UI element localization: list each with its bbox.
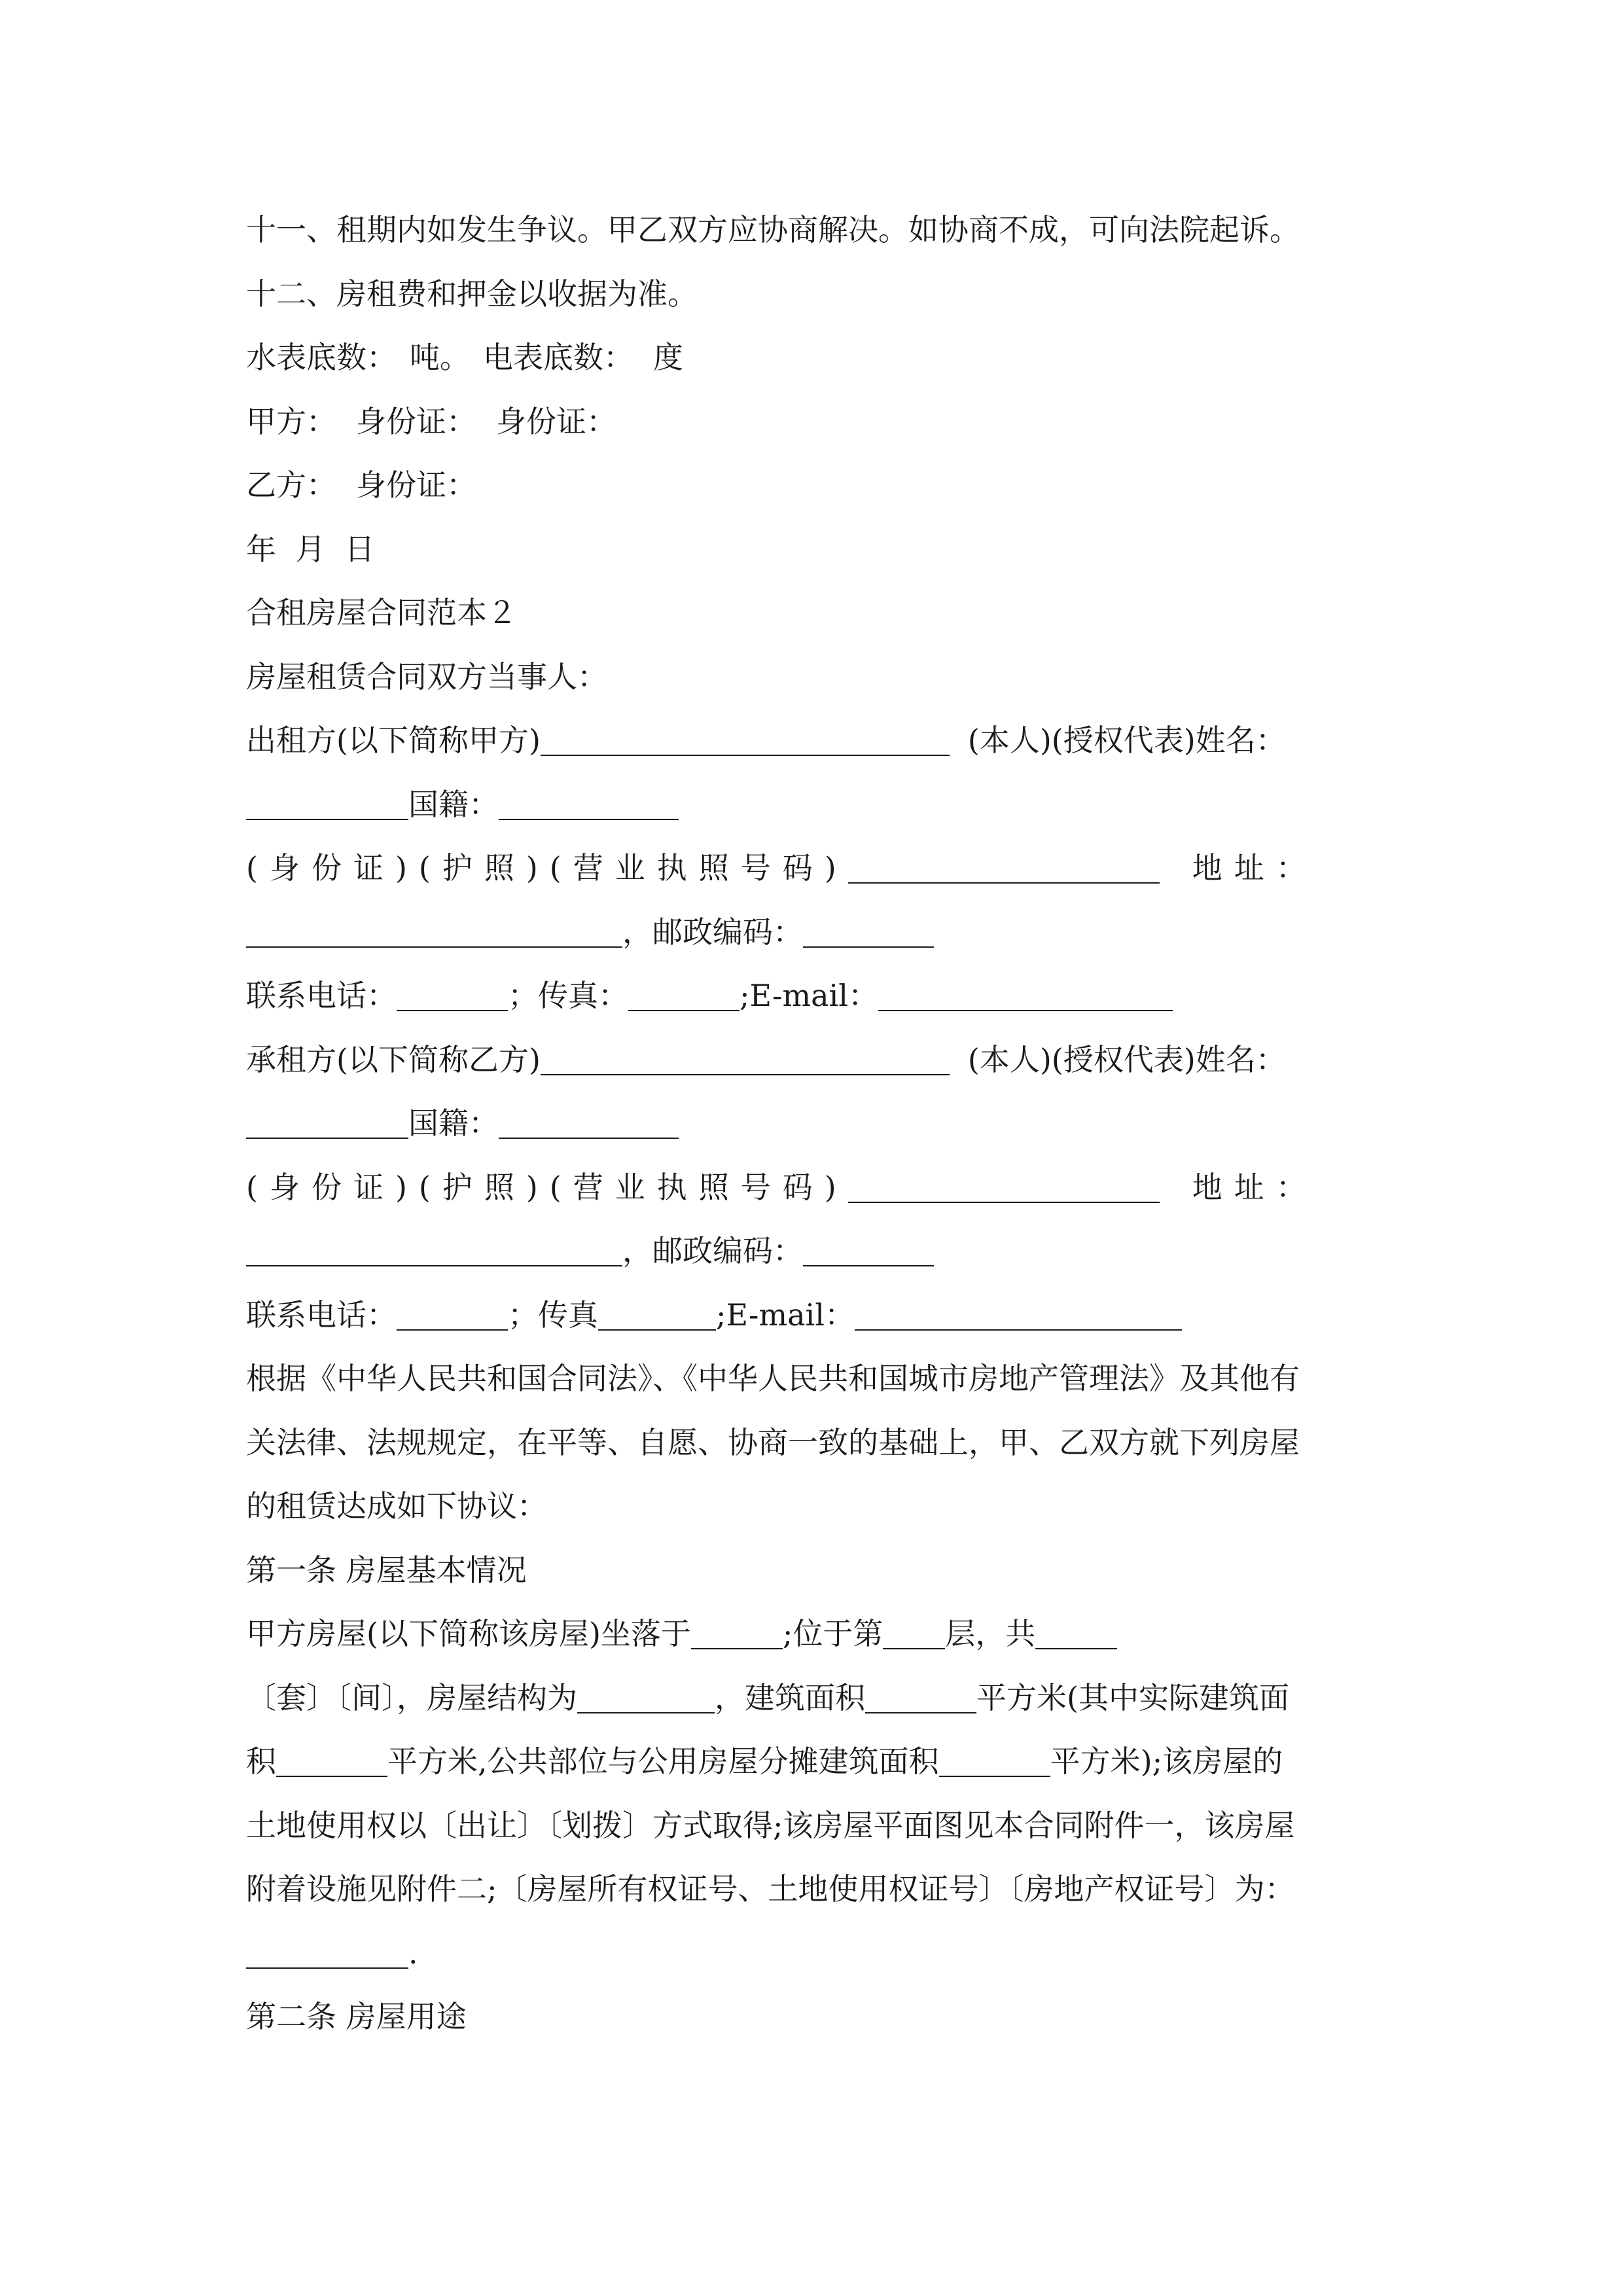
lessor-email-blank[interactable] bbox=[878, 980, 1173, 1011]
article-1-line-6 bbox=[246, 1922, 1398, 1986]
lessor-label: 出租方(以下简称甲方) bbox=[246, 723, 541, 758]
party-b-label: 乙方： bbox=[246, 467, 336, 503]
lessee-fax-blank[interactable] bbox=[598, 1299, 716, 1331]
lessor-rep-name-label: (本人)(授权代表)姓名： bbox=[967, 723, 1286, 758]
lessor-fax-label: ；传真： bbox=[508, 978, 628, 1013]
total-floors-label: 层，共 bbox=[945, 1616, 1036, 1651]
lessee-id-line bbox=[246, 1156, 1398, 1220]
area-prefix: 积 bbox=[246, 1744, 276, 1779]
property-location-label: 甲方房屋(以下简称该房屋)坐落于 bbox=[246, 1616, 691, 1651]
lessee-line bbox=[246, 1028, 1398, 1092]
lessor-id-line bbox=[246, 836, 1398, 901]
article-1-line-1 bbox=[246, 1602, 1398, 1666]
article-1-line-4: 土地使用权以〔出让〕〔划拨〕方式取得;该房屋平面图见本合同附件一，该房屋 bbox=[246, 1807, 1295, 1843]
party-b-id-label: 身份证： bbox=[356, 467, 476, 503]
shared-area-unit: 平方米);该房屋的 bbox=[1050, 1744, 1283, 1779]
lessor-name-blank[interactable] bbox=[541, 725, 950, 756]
lessor-rep-name-blank[interactable] bbox=[246, 789, 408, 820]
lessee-phone-label: 联系电话： bbox=[246, 1297, 397, 1333]
lessor-phone-label: 联系电话： bbox=[246, 978, 397, 1013]
article-1-line-3 bbox=[246, 1730, 1398, 1794]
date-line: 年 月 日 bbox=[246, 531, 375, 567]
actual-area-blank[interactable] bbox=[276, 1746, 387, 1777]
clause-12: 十二、房租费和押金以收据为准。 bbox=[246, 276, 698, 312]
floor-label: ;位于第 bbox=[782, 1616, 883, 1651]
shared-area-label: 平方米,公共部位与公用房屋分摊建筑面积 bbox=[387, 1744, 939, 1779]
lessee-nationality-line bbox=[246, 1092, 1398, 1156]
article-1-line-2 bbox=[246, 1666, 1398, 1731]
electric-meter-label: 电表底数： bbox=[483, 340, 633, 375]
parties-intro: 房屋租赁合同双方当事人： bbox=[246, 658, 607, 694]
period: . bbox=[408, 1935, 418, 1971]
lessee-nationality-blank[interactable] bbox=[499, 1107, 679, 1139]
lessor-email-label: ;E-mail： bbox=[740, 978, 878, 1013]
lessor-id-types-label: (身份证)(护照)(营业执照号码) bbox=[246, 850, 848, 886]
lessor-postcode-blank[interactable] bbox=[803, 916, 934, 948]
lessor-postcode-label: ，邮政编码： bbox=[622, 914, 803, 950]
lessee-rep-name-blank[interactable] bbox=[246, 1107, 408, 1139]
lessee-id-blank[interactable] bbox=[848, 1172, 1160, 1203]
lessor-nationality-blank[interactable] bbox=[499, 789, 679, 820]
floor-blank[interactable] bbox=[883, 1618, 945, 1649]
lessee-address-label: 地址： bbox=[1192, 1169, 1318, 1205]
building-area-label: ，建筑面积 bbox=[715, 1679, 865, 1715]
lessee-email-blank[interactable] bbox=[855, 1299, 1182, 1331]
legal-basis-line-2: 关法律、法规规定，在平等、自愿、协商一致的基础上，甲、乙双方就下列房屋 bbox=[246, 1424, 1300, 1460]
lessor-id-blank[interactable] bbox=[848, 852, 1160, 884]
lessee-email-label: ;E-mail： bbox=[716, 1297, 855, 1333]
lessor-address-blank[interactable] bbox=[246, 916, 622, 948]
lessor-nationality-label: 国籍： bbox=[408, 786, 499, 822]
water-meter-label: 水表底数： bbox=[246, 340, 397, 375]
lessor-nationality-line bbox=[246, 773, 1398, 837]
lessor-contact-line bbox=[246, 964, 1398, 1028]
legal-basis-line-1: 根据《中华人民共和国合同法》、《中华人民共和国城市房地产管理法》及其他有 bbox=[246, 1361, 1300, 1396]
certificate-number-blank[interactable] bbox=[246, 1937, 408, 1969]
lessee-address-line bbox=[246, 1219, 1398, 1283]
party-a-label: 甲方： bbox=[246, 403, 336, 439]
lessee-id-types-label: (身份证)(护照)(营业执照号码) bbox=[246, 1169, 848, 1205]
total-floors-blank[interactable] bbox=[1035, 1618, 1117, 1649]
shared-area-blank[interactable] bbox=[939, 1746, 1050, 1777]
article-1-line-5: 附着设施见附件二;〔房屋所有权证号、土地使用权证号〕〔房地产权证号〕为： bbox=[246, 1871, 1295, 1907]
water-meter-unit: 吨。 bbox=[410, 340, 470, 375]
lessor-address-line bbox=[246, 901, 1398, 965]
lessor-phone-blank[interactable] bbox=[397, 980, 508, 1011]
lessor-address-label: 地址： bbox=[1192, 850, 1318, 886]
lessor-fax-blank[interactable] bbox=[628, 980, 740, 1011]
structure-blank[interactable] bbox=[577, 1682, 715, 1713]
article-1-title: 第一条 房屋基本情况 bbox=[246, 1552, 527, 1588]
clause-11: 十一、租期内如发生争议。甲乙双方应协商解决。如协商不成，可向法院起诉。 bbox=[246, 212, 1300, 247]
building-area-blank[interactable] bbox=[865, 1682, 976, 1713]
lessee-contact-line bbox=[246, 1283, 1398, 1348]
property-location-blank[interactable] bbox=[691, 1618, 783, 1649]
lessee-postcode-blank[interactable] bbox=[803, 1235, 934, 1266]
lessor-line bbox=[246, 709, 1398, 773]
legal-basis-line-3: 的租赁达成如下协议： bbox=[246, 1488, 547, 1524]
lessee-label: 承租方(以下简称乙方) bbox=[246, 1041, 541, 1077]
lessee-fax-label: ；传真 bbox=[508, 1297, 598, 1333]
electric-meter-unit: 度 bbox=[653, 340, 683, 375]
party-a-id-label-2: 身份证： bbox=[496, 403, 616, 439]
lessee-rep-name-label: (本人)(授权代表)姓名： bbox=[967, 1041, 1286, 1077]
party-a-id-label: 身份证： bbox=[356, 403, 476, 439]
party-b-signature-line bbox=[246, 454, 1398, 518]
structure-label: 〔套〕〔间〕，房屋结构为 bbox=[246, 1679, 577, 1715]
template-2-title: 合租房屋合同范本２ bbox=[246, 595, 517, 630]
lessee-phone-blank[interactable] bbox=[397, 1299, 508, 1331]
lessee-address-blank[interactable] bbox=[246, 1235, 622, 1266]
meter-readings bbox=[246, 326, 1398, 390]
article-2-title: 第二条 房屋用途 bbox=[246, 1999, 467, 2034]
document-body bbox=[246, 198, 1398, 2049]
party-a-signature-line bbox=[246, 390, 1398, 454]
actual-area-label: 平方米(其中实际建筑面 bbox=[976, 1679, 1289, 1715]
lessee-postcode-label: ，邮政编码： bbox=[622, 1233, 803, 1268]
lessee-nationality-label: 国籍： bbox=[408, 1105, 499, 1141]
lessee-name-blank[interactable] bbox=[541, 1044, 950, 1075]
